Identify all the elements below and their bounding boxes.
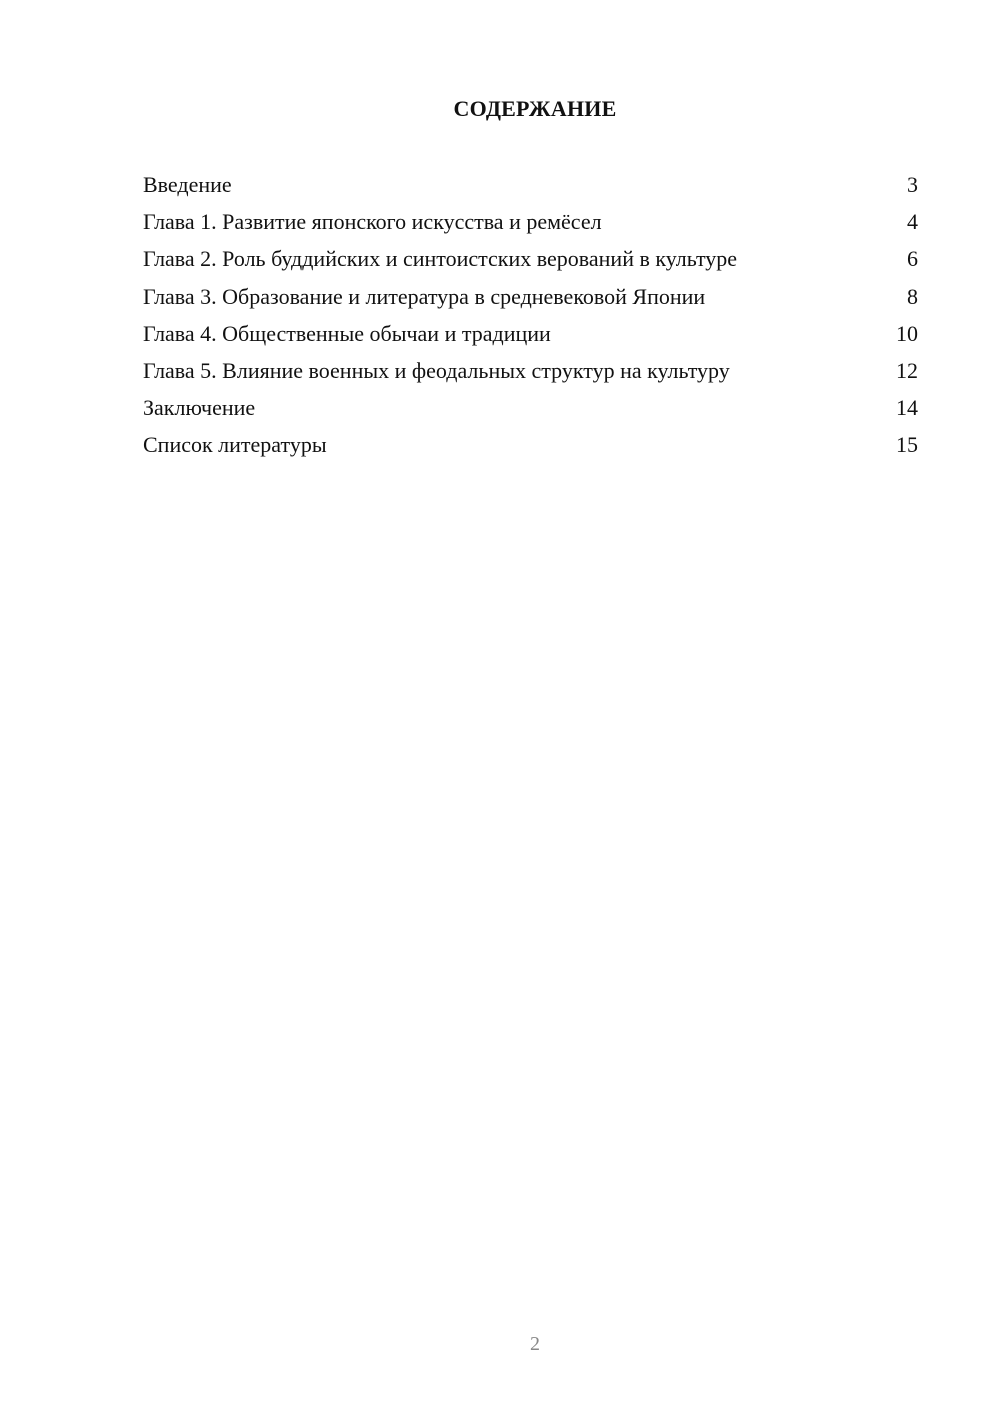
toc-entry-page: 4	[907, 209, 918, 235]
toc-entry-chapter-2	[143, 244, 918, 281]
toc-entry-chapter-1	[143, 207, 918, 244]
toc-entry-conclusion	[143, 393, 918, 430]
toc-entry-title: Глава 5. Влияние военных и феодальных структур на культуру	[143, 357, 730, 383]
toc-entry-bibliography	[143, 430, 918, 467]
toc-entry-title: Глава 4. Общественные обычаи и традиции	[143, 320, 551, 346]
toc-entry-title: Заключение	[143, 395, 256, 421]
toc-entry-title: Глава 1. Развитие японского искусства и ремёсел	[143, 209, 602, 235]
toc-entry-title: Глава 3. Образование и литература в средневековой Японии	[143, 283, 706, 309]
toc-entry-chapter-3	[143, 282, 918, 319]
toc-entry-page: 3	[907, 172, 918, 197]
table-of-contents	[143, 170, 918, 468]
toc-entry-chapter-4	[143, 319, 918, 356]
toc-entry-title: Глава 2. Роль буддийских и синтоистских верований в культуре	[143, 246, 738, 272]
page-title: СОДЕРЖАНИЕ	[453, 96, 617, 121]
toc-entry-page: 14	[896, 395, 918, 421]
toc-entry-chapter-5	[143, 356, 918, 393]
toc-entry-title: Введение	[143, 172, 232, 197]
page-number: 2	[530, 1333, 540, 1355]
toc-entry-page: 12	[896, 357, 918, 383]
toc-entry-introduction	[143, 170, 918, 207]
toc-entry-title: Список литературы	[143, 432, 327, 458]
toc-entry-page: 15	[896, 432, 918, 458]
toc-entry-page: 10	[896, 320, 918, 346]
toc-entry-page: 8	[907, 283, 918, 309]
toc-entry-page: 6	[907, 246, 918, 272]
